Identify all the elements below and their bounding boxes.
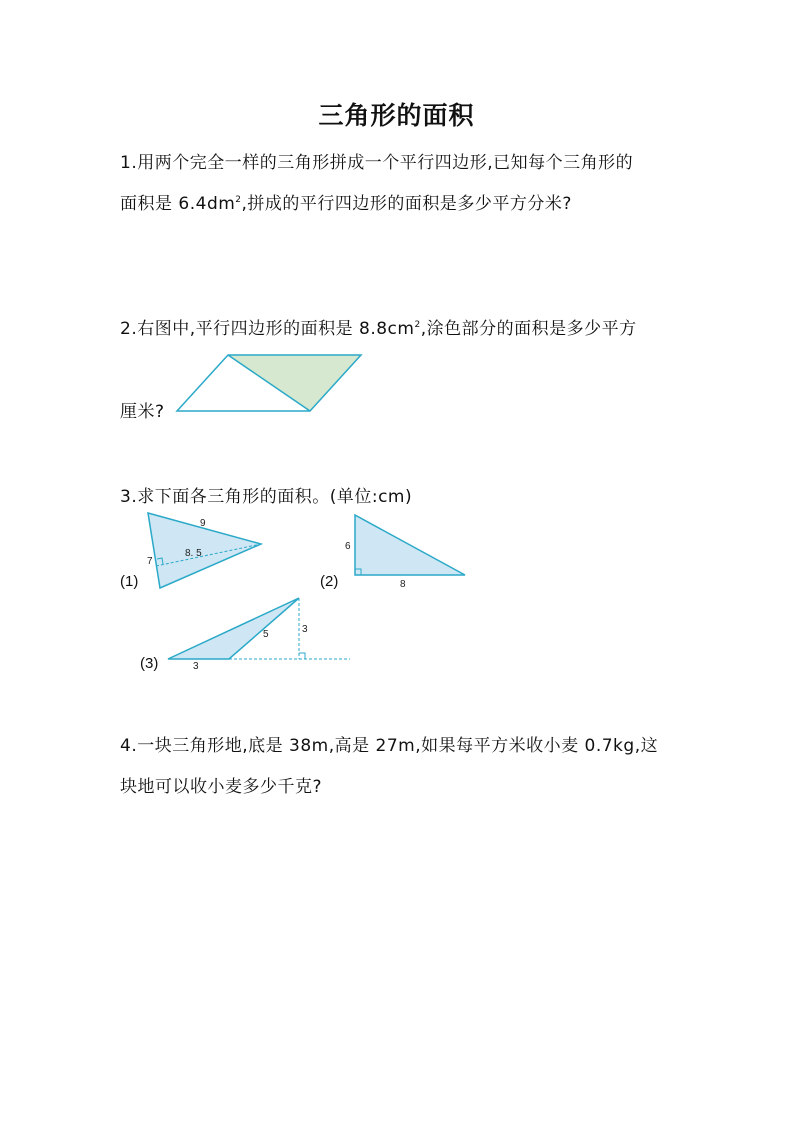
q4-line2: 块地可以收小麦多少千克?: [120, 777, 323, 797]
q3-fig3-triangle: [168, 598, 350, 672]
q2-line1-part-a: 2.右图中,平行四边形的面积是 8.8cm: [120, 319, 415, 339]
q1-line2-part-a: 面积是 6.4dm: [120, 194, 236, 214]
q3-fig1-label-height: 8. 5: [185, 548, 202, 559]
page-title: 三角形的面积: [318, 101, 475, 130]
q3-fig3-label-height: 3: [302, 624, 308, 635]
q3-fig1-triangle: [147, 513, 261, 588]
q3-line1: 3.求下面各三角形的面积。(单位:cm): [120, 487, 413, 507]
q2-line2: 厘米?: [120, 402, 165, 422]
q4-line1: 4.一块三角形地,底是 38m,高是 27m,如果每平方米收小麦 0.7kg,这: [120, 736, 659, 756]
q3-fig2-triangle: [345, 515, 465, 590]
q3-fig3-mark: (3): [140, 655, 159, 672]
q1-line1: 1.用两个完全一样的三角形拼成一个平行四边形,已知每个三角形的: [120, 153, 634, 173]
q1-line2-part-b: ,拼成的平行四边形的面积是多少平方分米?: [241, 194, 572, 214]
q3-fig2-mark: (2): [320, 573, 339, 590]
q3-fig1-mark: (1): [120, 573, 139, 590]
q3-fig1-label-base: 7: [147, 556, 153, 567]
q3-fig3-label-base: 3: [193, 661, 199, 672]
q3-fig2-label-base: 8: [400, 579, 406, 590]
q2-unit-exponent: 2: [414, 320, 421, 330]
q3-fig3-label-side: 5: [263, 629, 269, 640]
q2-line1-part-b: ,涂色部分的面积是多少平方: [420, 319, 637, 339]
q3-fig2-label-height: 6: [345, 541, 351, 552]
q1-unit-exponent: 2: [235, 195, 242, 205]
q3-fig1-label-side: 9: [200, 518, 206, 529]
